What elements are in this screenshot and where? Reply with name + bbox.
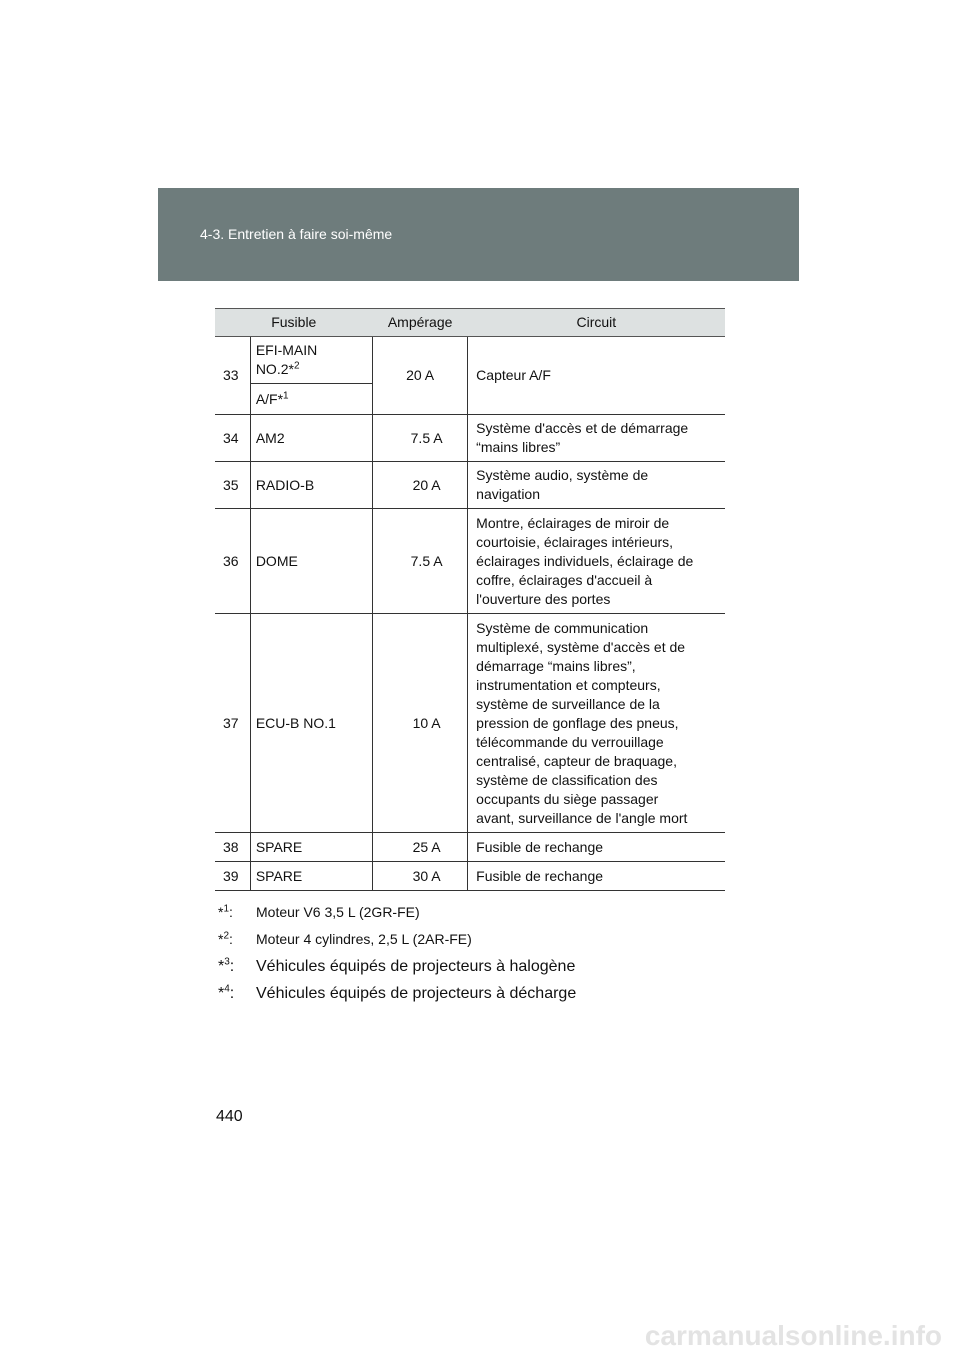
table-row — [215, 862, 725, 891]
fuse-circuit: Capteur A/F — [468, 337, 725, 415]
fuse-number: 35 — [215, 462, 250, 509]
fuse-circuit: Montre, éclairages de miroir de courtoisie, éclairages intérieurs, éclairages individuels, éclairage de coffre, éclairages d'accueil à l'ouverture des portes — [468, 509, 725, 614]
fuse-name: SPARE — [250, 833, 372, 862]
table-row — [215, 462, 725, 509]
fuse-circuit: Système audio, système de navigation — [468, 462, 725, 509]
footnote: *$^2$: Moteur 4 cylindres, 2,5 L (2AR-FE) — [218, 930, 472, 947]
fuse-table — [215, 308, 725, 891]
page-number: 440 — [216, 1108, 243, 1125]
fuse-name: AM2 — [250, 415, 372, 462]
column-header-circuit: Circuit — [468, 309, 725, 337]
fuse-name-alt: A/F*$^1$ — [250, 384, 372, 415]
fuse-name: SPARE — [250, 862, 372, 891]
section-header-band — [158, 188, 799, 281]
fuse-number: 37 — [215, 614, 250, 833]
fuse-circuit: Système de communication multiplexé, système d'accès et de démarrage “mains libres”, instrumentation et compteurs, système de surveillance de la pression de gonflage des pneus, télécommande du verrouillage centralisé, capteur de braquage, système de classification des occupants du siège passager avant, surveillance de l'angle mort — [468, 614, 725, 833]
fuse-number: 38 — [215, 833, 250, 862]
table-header-row — [215, 309, 725, 337]
fuse-amperage: 20 A — [373, 462, 468, 509]
footnotes — [218, 904, 576, 1012]
fuse-number: 36 — [215, 509, 250, 614]
fuse-number: 34 — [215, 415, 250, 462]
column-header-fuse: Fusible — [215, 309, 373, 337]
footnote: *$^4$: Véhicules équipés de projecteurs à décharge — [218, 983, 577, 1002]
fuse-name: DOME — [250, 509, 372, 614]
fuse-name: ECU-B NO.1 — [250, 614, 372, 833]
fuse-circuit: Système d'accès et de démarrage “mains libres” — [468, 415, 725, 462]
fuse-amperage: 30 A — [373, 862, 468, 891]
watermark: carmanualsonline.info — [644, 1320, 942, 1351]
fuse-amperage: 7.5 A — [373, 509, 468, 614]
table-row — [215, 614, 725, 833]
fuse-amperage: 25 A — [373, 833, 468, 862]
footnote: *$^1$: Moteur V6 3,5 L (2GR-FE) — [218, 903, 420, 920]
footnote: *$^3$: Véhicules équipés de projecteurs à halogène — [218, 956, 576, 975]
fuse-number: 33 — [215, 337, 250, 415]
table-row — [215, 337, 725, 384]
table-row — [215, 509, 725, 614]
fuse-name: EFI-MAIN NO.2*$^2$ — [250, 337, 372, 384]
table-row — [215, 415, 725, 462]
column-header-amperage: Ampérage — [373, 309, 468, 337]
fuse-name: RADIO-B — [250, 462, 372, 509]
fuse-amperage: 7.5 A — [373, 415, 468, 462]
table-row — [215, 833, 725, 862]
fuse-amperage: 20 A — [373, 337, 468, 415]
fuse-number: 39 — [215, 862, 250, 891]
fuse-circuit: Fusible de rechange — [468, 833, 725, 862]
section-title: 4-3. Entretien à faire soi-même — [200, 226, 393, 242]
fuse-circuit: Fusible de rechange — [468, 862, 725, 891]
fuse-amperage: 10 A — [373, 614, 468, 833]
